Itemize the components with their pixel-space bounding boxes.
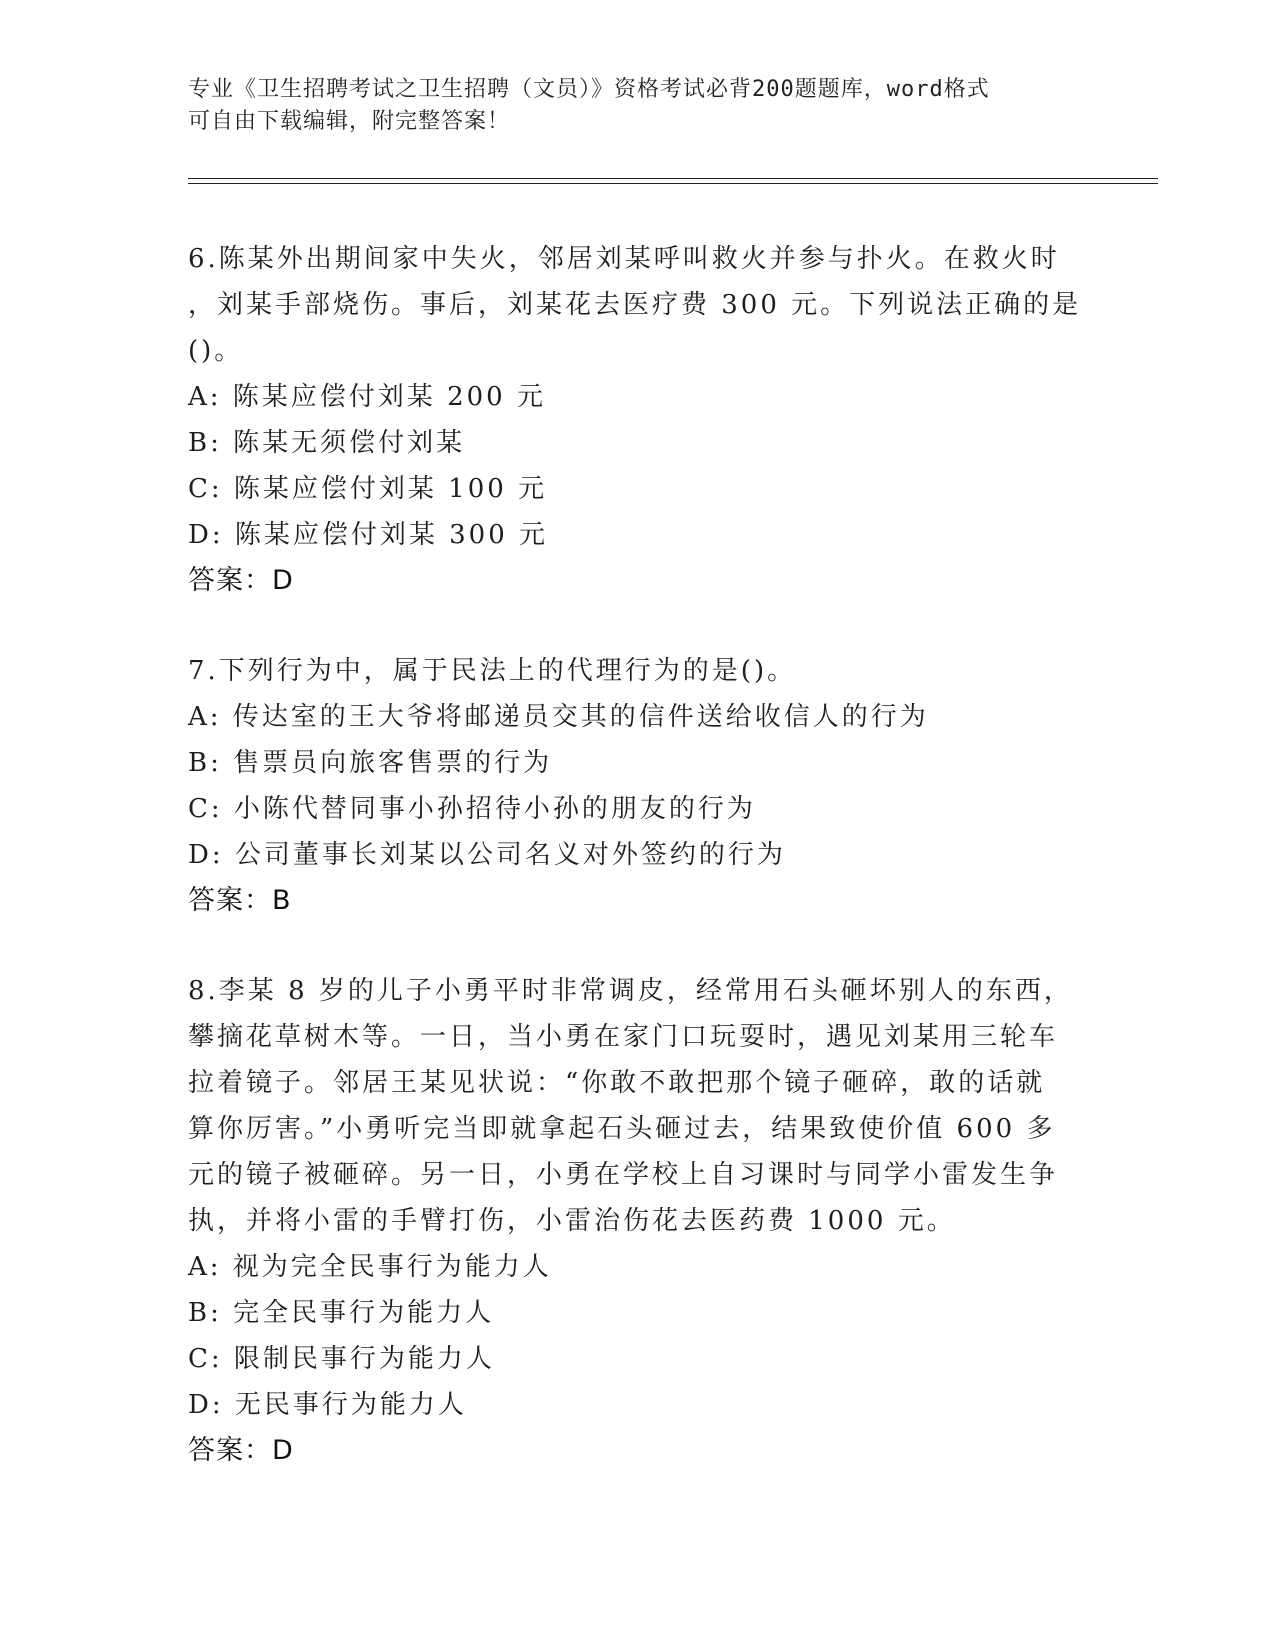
question-text-line: 7.下列行为中，属于民法上的代理行为的是()。 <box>188 656 797 686</box>
answer: 答案：D <box>188 565 294 596</box>
option-d: D: 陈某应偿付刘某 300 元 <box>188 520 549 550</box>
question-6 <box>188 236 1082 604</box>
option-a: A: 视为完全民事行为能力人 <box>188 1252 552 1282</box>
header-line-2: 可自由下载编辑，附完整答案！ <box>188 109 511 134</box>
header-divider-bottom <box>188 183 1158 184</box>
header-divider-top <box>188 178 1158 179</box>
option-c: C: 限制民事行为能力人 <box>188 1344 495 1374</box>
question-text-line: 拉着镜子。邻居王某见状说：“你敢不敢把那个镜子砸碎，敢的话就 <box>188 1068 1046 1098</box>
answer: 答案：D <box>188 1435 294 1466</box>
question-text-line: 8.李某 8 岁的儿子小勇平时非常调皮，经常用石头砸坏别人的东西， <box>188 976 1073 1006</box>
question-text-line: ()。 <box>188 336 244 366</box>
question-text-line: 算你厉害。”小勇听完当即就拿起石头砸过去，结果致使价值 600 多 <box>188 1114 1056 1144</box>
question-text-line: 执，并将小雷的手臂打伤，小雷治伤花去医药费 1000 元。 <box>188 1206 956 1236</box>
question-text-line: 攀摘花草树木等。一日，当小勇在家门口玩耍时，遇见刘某用三轮车 <box>188 1022 1059 1052</box>
option-c: C: 小陈代替同事小孙招待小孙的朋友的行为 <box>188 794 756 824</box>
header-line-1: 专业《卫生招聘考试之卫生招聘（文员）》资格考试必背200题题库，word格式 <box>188 77 990 102</box>
question-text-line: 6.陈某外出期间家中失火，邻居刘某呼叫救火并参与扑火。在救火时 <box>188 244 1060 274</box>
option-b: B: 完全民事行为能力人 <box>188 1298 495 1328</box>
option-b: B: 售票员向旅客售票的行为 <box>188 748 553 778</box>
question-text-line: 元的镜子被砸碎。另一日，小勇在学校上自习课时与同学小雷发生争 <box>188 1160 1059 1190</box>
question-text-line: ，刘某手部烧伤。事后，刘某花去医疗费 300 元。下列说法正确的是 <box>188 290 1082 320</box>
document-header <box>188 74 1088 138</box>
question-8 <box>188 968 1073 1474</box>
option-a: A: 传达室的王大爷将邮递员交其的信件送给收信人的行为 <box>188 702 929 732</box>
answer: 答案：B <box>188 885 292 916</box>
option-b: B: 陈某无须偿付刘某 <box>188 428 466 458</box>
option-d: D: 无民事行为能力人 <box>188 1390 467 1420</box>
option-c: C: 陈某应偿付刘某 100 元 <box>188 474 548 504</box>
question-7 <box>188 648 1068 924</box>
option-a: A: 陈某应偿付刘某 200 元 <box>188 382 546 412</box>
option-d: D: 公司董事长刘某以公司名义对外签约的行为 <box>188 840 786 870</box>
